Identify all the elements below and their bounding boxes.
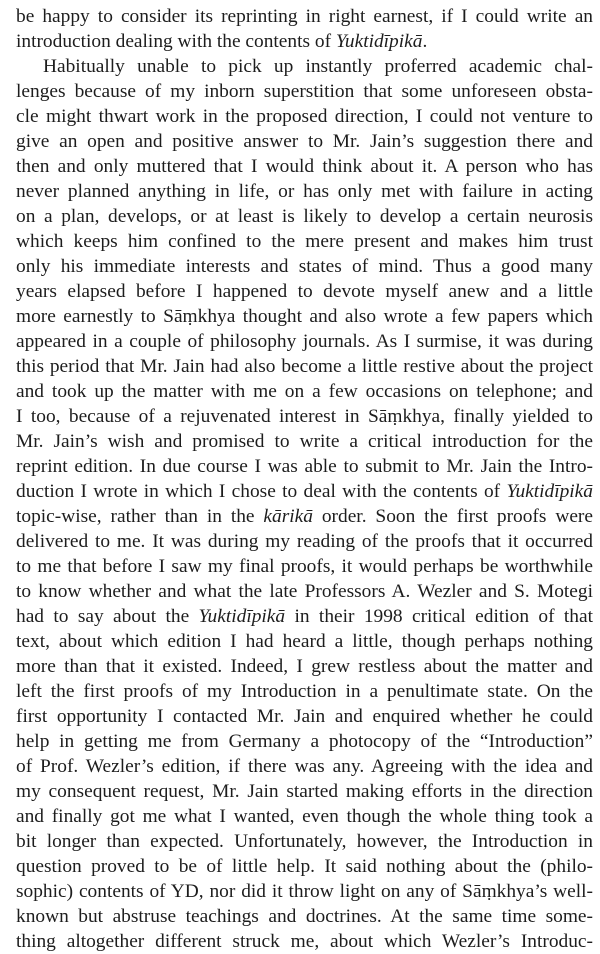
text-run: bit longer than expected. Unfortunately, however, the Introduction in (16, 831, 593, 852)
text-line (16, 279, 593, 304)
text-run: and finally got me what I wanted, even though the whole thing took a (16, 806, 593, 827)
text-line (16, 629, 593, 654)
text-line (16, 904, 593, 929)
text-run: cle might thwart work in the proposed direction, I could not venture to (16, 106, 593, 127)
body-text (16, 4, 593, 954)
text-run: which keeps him confined to the mere present and makes him trust (16, 231, 593, 252)
text-run: Mr. Jain’s wish and promised to write a critical introduction for the (16, 431, 593, 452)
text-line (16, 304, 593, 329)
text-line (16, 929, 593, 954)
text-line (16, 704, 593, 729)
text-line (16, 579, 593, 604)
text-line (16, 229, 593, 254)
text-line (16, 804, 593, 829)
text-line (16, 679, 593, 704)
text-line (16, 654, 593, 679)
text-line (16, 479, 593, 504)
text-line (16, 879, 593, 904)
text-run: years elapsed before I happened to devote myself anew and a little (16, 281, 593, 302)
text-run: text, about which edition I had heard a little, though perhaps nothing (16, 631, 593, 652)
text-run: had to say about the (16, 606, 199, 627)
text-run: to me that before I saw my final proofs, it would perhaps be worthwhile (16, 556, 593, 577)
text-run: question proved to be of little help. It said nothing about the (philo- (16, 856, 593, 877)
italic-term: Yuktidīpikā (335, 31, 423, 52)
text-run: be happy to consider its reprinting in right earnest, if I could write an (16, 6, 593, 27)
text-line (16, 604, 593, 629)
text-run: delivered to me. It was during my reading of the proofs that it occurred (16, 531, 593, 552)
text-line (16, 204, 593, 229)
text-line (16, 354, 593, 379)
text-run: of Prof. Wezler’s edition, if there was any. Agreeing with the idea and (16, 756, 593, 777)
text-line (16, 4, 593, 29)
text-line (16, 254, 593, 279)
text-run: and took up the matter with me on a few occasions on telephone; and (16, 381, 593, 402)
text-run: reprint edition. In due course I was able to submit to Mr. Jain the Intro- (16, 456, 593, 477)
text-run: never planned anything in life, or has only met with failure in acting (16, 181, 593, 202)
text-run: in their 1998 critical edition of that (285, 606, 593, 627)
text-line (16, 104, 593, 129)
text-run: known but abstruse teachings and doctrines. At the same time some- (16, 906, 593, 927)
text-line (16, 754, 593, 779)
text-line (16, 504, 593, 529)
text-run: my consequent request, Mr. Jain started making efforts in the direction (16, 781, 593, 802)
text-line (16, 129, 593, 154)
text-line (16, 454, 593, 479)
text-line (16, 404, 593, 429)
text-line (16, 329, 593, 354)
text-line (16, 154, 593, 179)
text-run: then and only muttered that I would think about it. A person who has (16, 156, 593, 177)
italic-term: Yuktidīpikā (198, 606, 286, 627)
text-run: duction I wrote in which I chose to deal with the contents of (16, 481, 507, 502)
text-run: . (422, 31, 428, 52)
text-line (16, 79, 593, 104)
text-run: first opportunity I contacted Mr. Jain and enquired whether he could (16, 706, 593, 727)
text-run: sophic) contents of YD, nor did it throw light on any of Sāṃkhya’s well- (16, 881, 593, 902)
text-run: give an open and positive answer to Mr. Jain’s suggestion there and (16, 131, 593, 152)
text-run: Habitually unable to pick up instantly proferred academic chal- (43, 56, 593, 77)
text-run: more earnestly to Sāṃkhya thought and also wrote a few papers which (16, 306, 593, 327)
text-line (16, 429, 593, 454)
text-line (16, 854, 593, 879)
text-run: left the first proofs of my Introduction in a penultimate state. On the (16, 681, 593, 702)
paragraph (16, 54, 593, 954)
text-run: lenges because of my inborn superstition that some unforeseen obsta- (16, 81, 593, 102)
text-line (16, 54, 593, 79)
text-run: help in getting me from Germany a photocopy of the “Introduction” (16, 731, 593, 752)
text-run: this period that Mr. Jain had also become a little restive about the project (16, 356, 593, 377)
text-run: introduction dealing with the contents of (16, 31, 336, 52)
text-line (16, 729, 593, 754)
text-run: only his immediate interests and states of mind. Thus a good many (16, 256, 593, 277)
text-run: order. Soon the first proofs were (312, 506, 593, 527)
text-line (16, 779, 593, 804)
text-run: appeared in a couple of philosophy journals. As I surmise, it was during (16, 331, 593, 352)
text-line (16, 29, 593, 54)
text-line (16, 529, 593, 554)
paragraph (16, 4, 593, 54)
text-run: I too, because of a rejuvenated interest in Sāṃkhya, finally yielded to (16, 406, 593, 427)
text-line (16, 179, 593, 204)
text-run: on a plan, develops, or at least is likely to develop a certain neurosis (16, 206, 593, 227)
text-line (16, 554, 593, 579)
text-run: to know whether and what the late Professors A. Wezler and S. Motegi (16, 581, 593, 602)
text-run: more than that it existed. Indeed, I grew restless about the matter and (16, 656, 593, 677)
text-line (16, 829, 593, 854)
text-run: topic-wise, rather than in the (16, 506, 264, 527)
italic-term: kārikā (263, 506, 313, 527)
text-run: thing altogether different struck me, about which Wezler’s Introduc- (16, 931, 593, 952)
text-line (16, 379, 593, 404)
italic-term: Yuktidīpikā (506, 481, 593, 502)
